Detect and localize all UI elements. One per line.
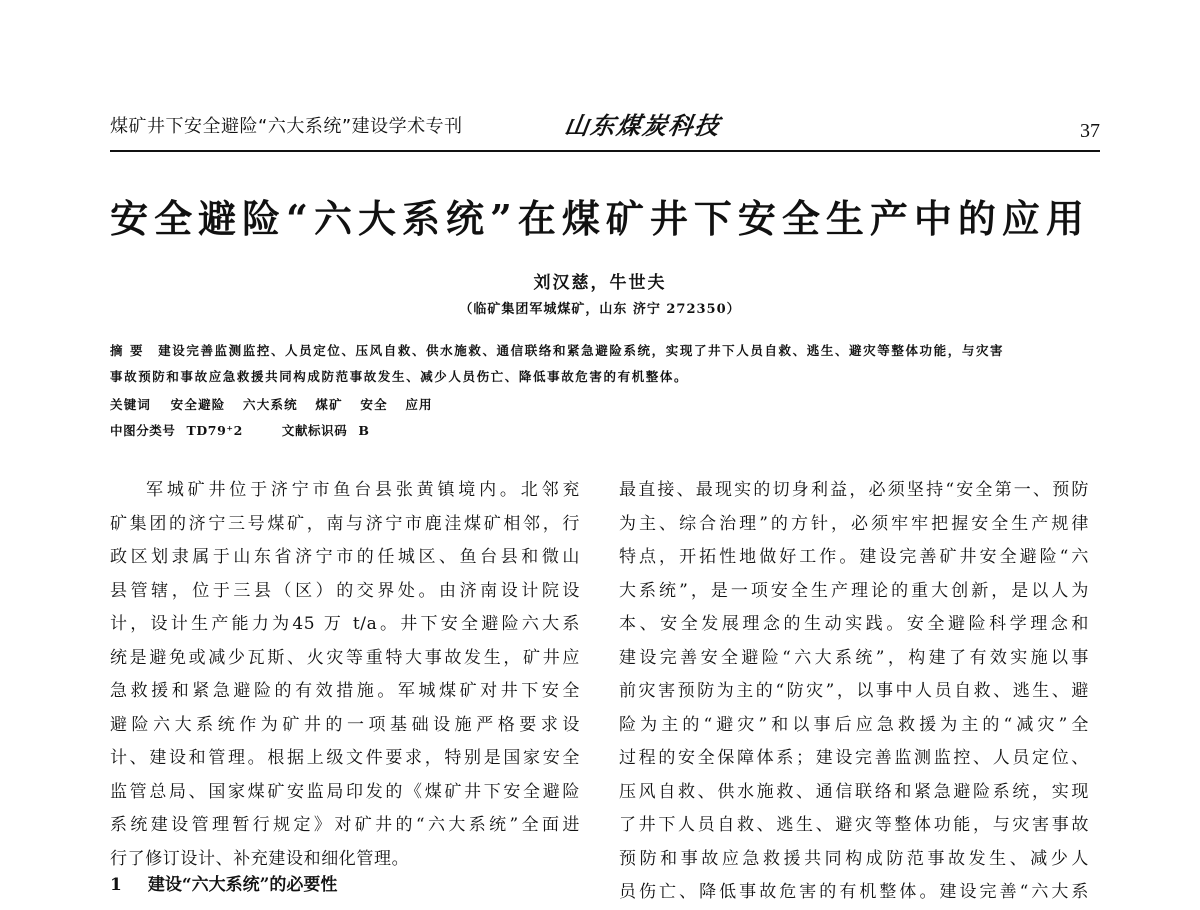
body-line: 大系统”，是一项安全生产理论的重大创新，是以人为: [619, 580, 1089, 601]
body-line: 计，设计生产能力为45 万 t/a。井下安全避险六大系: [110, 614, 580, 634]
keyword: 安全: [360, 397, 388, 412]
journal-logo: 山东煤炭科技: [562, 111, 723, 140]
body-column-left: [110, 474, 580, 876]
article-title: 安全避险“六大系统”在煤矿井下安全生产中的应用: [110, 196, 1090, 241]
classification: [110, 421, 1100, 439]
body-line: 行了修订设计、补充建设和细化管理。: [110, 848, 410, 869]
abstract-line: 事故预防和事故应急救援共同构成防范事故发生、减少人员伤亡、降低事故危害的有机整体。: [110, 369, 689, 384]
body-line: 前灾害预防为主的“防灾”，以事中人员自救、逃生、避: [619, 681, 1089, 701]
body-column-right: [619, 474, 1089, 910]
body-line: 过程的安全保障体系；建设完善监测监控、人员定位、: [619, 748, 1089, 768]
running-header: [110, 108, 1100, 148]
header-rule: [110, 150, 1100, 152]
authors: 刘汉慈，牛世夫: [533, 273, 667, 293]
class-value: TD79⁺2: [186, 423, 243, 438]
abstract-line: [110, 338, 1100, 364]
body-line: 统是避免或减少瓦斯、火灾等重特大事故发生，矿井应: [110, 647, 580, 668]
body-line: 避险六大系统作为矿井的一项基础设施严格要求设: [110, 714, 580, 735]
keyword: 安全避险: [170, 397, 226, 412]
body-line: 了井下人员自救、逃生、避灾等整体功能，与灾害事故: [619, 815, 1089, 835]
body-line: 员伤亡、降低事故危害的有机整体。建设完善“六大系: [619, 882, 1089, 902]
body-line: 急救援和紧急避险的有效措施。军城煤矿对井下安全: [110, 681, 580, 701]
body-line: 特点，开拓性地做好工作。建设完善矿井安全避险“六: [619, 547, 1089, 567]
body-line: 本、安全发展理念的生动实践。安全避险科学理念和: [619, 614, 1089, 634]
keywords-label: 关键词: [110, 397, 152, 412]
abstract-text: 建设完善监测监控、人员定位、压风自救、供水施救、通信联络和紧急避险系统，实现了井下人员自救、逃生、避灾等整体功能，与灾害: [158, 343, 1005, 358]
body-line: 政区划隶属于山东省济宁市的任城区、鱼台县和微山: [110, 547, 580, 567]
body-line: 建设完善安全避险“六大系统”，构建了有效实施以事: [619, 647, 1089, 668]
section-number: 1: [110, 875, 122, 895]
body-line: 系统建设管理暂行规定》对矿井的“六大系统”全面进: [110, 815, 580, 835]
keyword: 煤矿: [315, 397, 343, 412]
body-line: 矿集团的济宁三号煤矿，南与济宁市鹿洼煤矿相邻，行: [110, 513, 580, 534]
keyword: 应用: [405, 397, 433, 412]
page-number: 37: [1080, 120, 1100, 142]
keyword: 六大系统: [243, 397, 298, 412]
body-line: 险为主的“避灾”和以事后应急救援为主的“减灾”全: [619, 714, 1089, 735]
affiliation: （临矿集团军城煤矿，山东 济宁 272350）: [459, 302, 741, 317]
body-line: 最直接、最现实的切身利益，必须坚持“安全第一、预防: [619, 480, 1089, 500]
abstract-label: 摘 要: [110, 343, 145, 358]
section-heading: [110, 870, 337, 895]
body-line: 计、建设和管理。根据上级文件要求，特别是国家安全: [110, 748, 580, 768]
keywords: [110, 395, 1100, 413]
doc-code-label: 文献标识码: [281, 423, 348, 438]
body-line: 预防和事故应急救援共同构成防范事故发生、减少人: [619, 848, 1089, 869]
body-line: 压风自救、供水施救、通信联络和紧急避险系统，实现: [619, 781, 1089, 802]
journal-series-title: 煤矿井下安全避险“六大系统”建设学术专刊: [110, 116, 463, 137]
abstract: [110, 338, 1100, 390]
body-line: 为主、综合治理”的方针，必须牢牢把握安全生产规律: [619, 513, 1089, 534]
body-line: 军城矿井位于济宁市鱼台县张黄镇境内。北邻兖: [146, 480, 580, 500]
class-label: 中图分类号: [110, 423, 176, 438]
body-line: 县管辖，位于三县（区）的交界处。由济南设计院设: [110, 580, 580, 601]
section-title: 建设“六大系统”的必要性: [147, 875, 338, 895]
doc-code-value: B: [358, 423, 370, 438]
body-line: 监管总局、国家煤矿安监局印发的《煤矿井下安全避险: [110, 781, 580, 802]
